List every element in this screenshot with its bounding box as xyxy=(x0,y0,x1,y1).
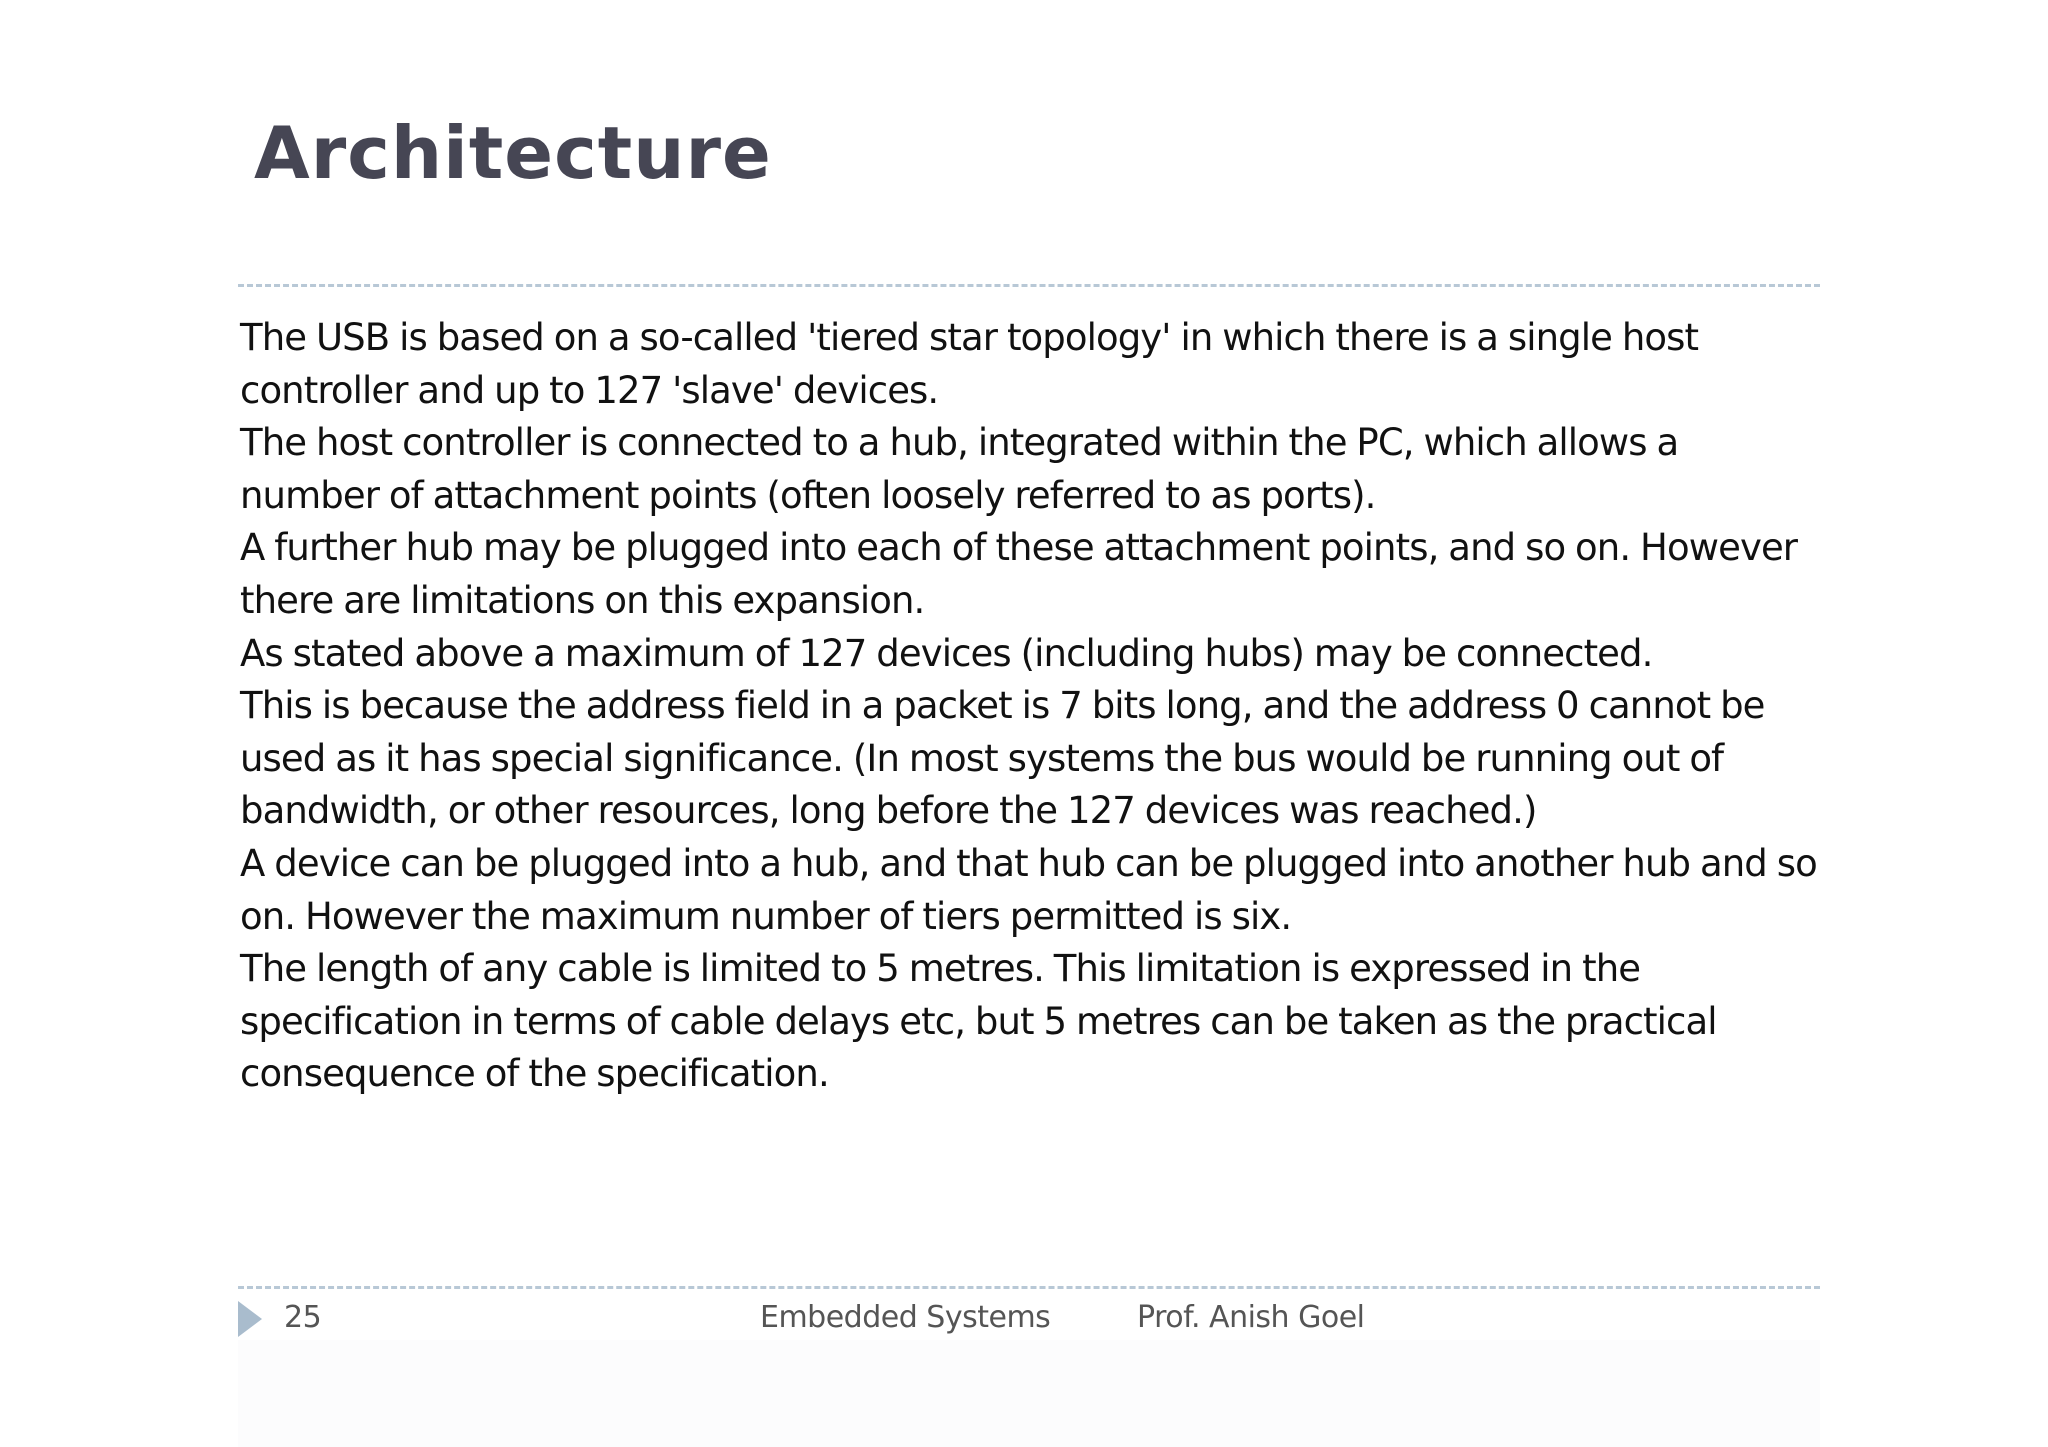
bottom-divider xyxy=(238,1286,1820,1289)
page-number: 25 xyxy=(284,1300,322,1335)
paragraph-address-field: This is because the address field in a packet is 7 bits long, and the address 0 cannot be used as it has special significance. (In most systems the bus would be running out of bandwidth, or other resources, long before the 127 devices was reached.) xyxy=(240,684,1765,833)
footer-band xyxy=(238,1340,1820,1447)
slide-body xyxy=(240,312,1820,1101)
footer-arrow-icon xyxy=(238,1301,262,1337)
paragraph-host-controller: The host controller is connected to a hub, integrated within the PC, which allows a number of attachment points (often loosely referred to as ports). xyxy=(240,421,1679,517)
paragraph-tiers: A device can be plugged into a hub, and that hub can be plugged into another hub and so on. However the maximum number of tiers permitted is six. xyxy=(240,841,1817,938)
paragraph-max-devices: As stated above a maximum of 127 devices (including hubs) may be connected. xyxy=(240,631,1653,675)
footer-author: Prof. Anish Goel xyxy=(1137,1300,1365,1335)
top-divider xyxy=(238,284,1820,287)
paragraph-cable-length: The length of any cable is limited to 5 metres. This limitation is expressed in the specification in terms of cable delays etc, but 5 metres can be taken as the practical consequence of the specification. xyxy=(240,947,1717,1096)
paragraph-topology: The USB is based on a so-called 'tiered star topology' in which there is a single host controller and up to 127 'slave' devices. xyxy=(240,316,1699,412)
slide-title: Architecture xyxy=(254,111,772,195)
footer-course: Embedded Systems xyxy=(760,1300,1051,1335)
paragraph-further-hub: A further hub may be plugged into each of these attachment points, and so on. However there are limitations on this expansion. xyxy=(240,526,1798,622)
